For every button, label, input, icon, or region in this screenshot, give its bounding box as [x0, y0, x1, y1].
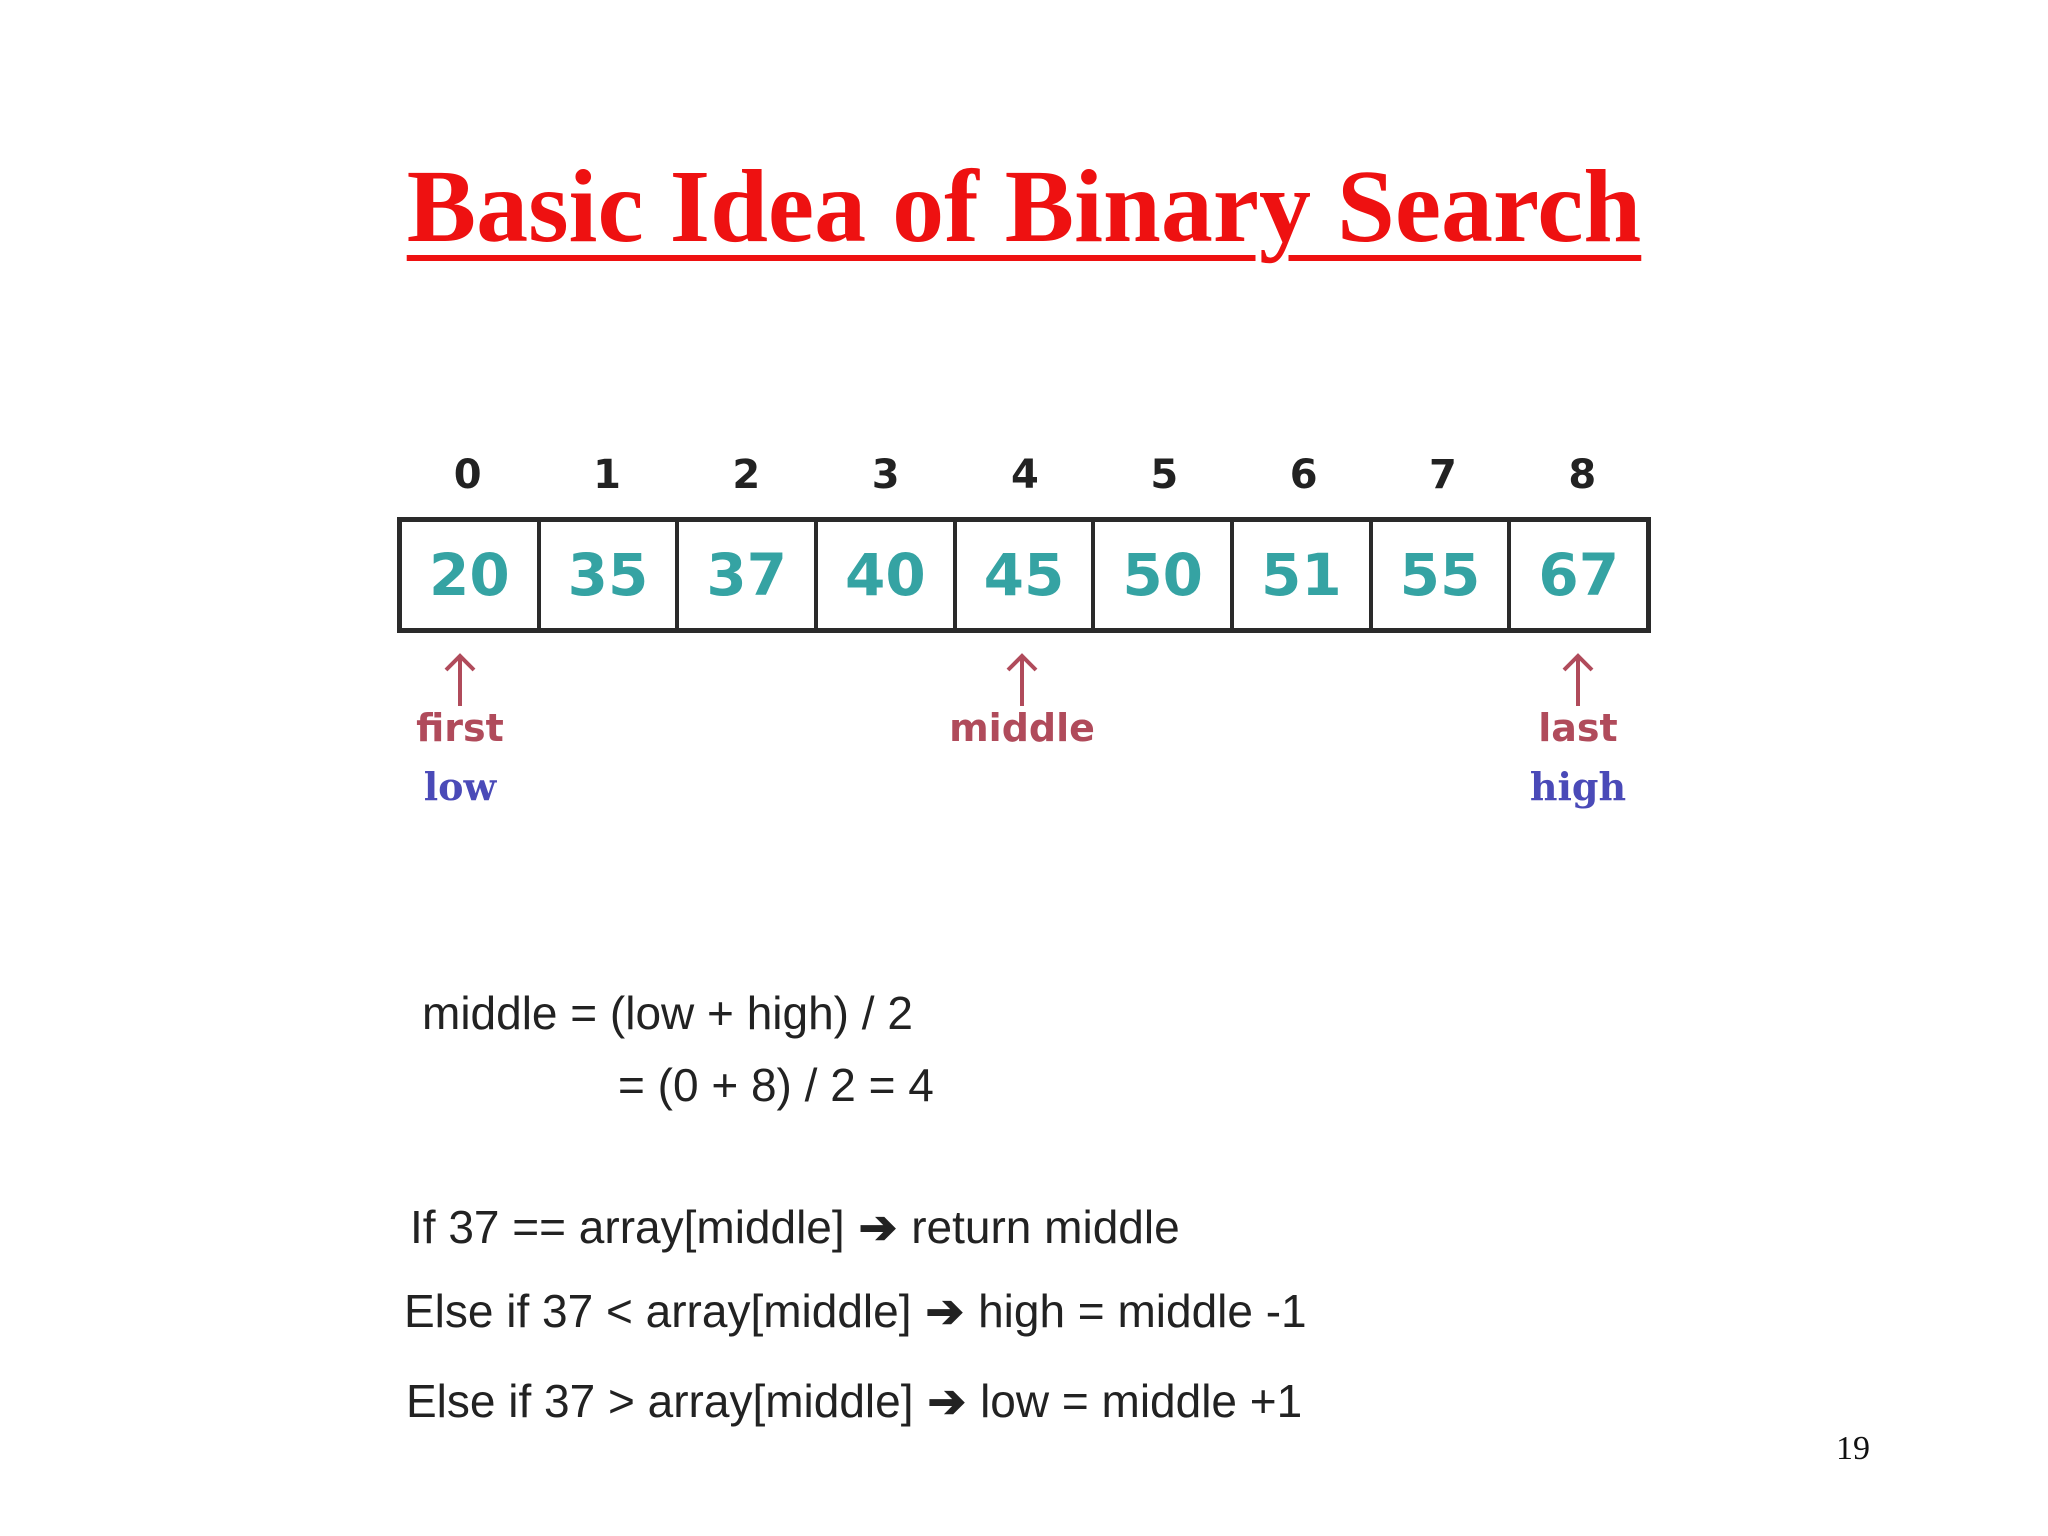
array-index: 0 — [453, 452, 482, 498]
rule-action: high = middle -1 — [978, 1285, 1307, 1337]
pointer-label-last: last — [1538, 706, 1618, 750]
pointer-label-middle: middle — [949, 706, 1095, 750]
pointer-sublabel-high: high — [1529, 763, 1627, 809]
array-cell: 40 — [818, 522, 957, 628]
rule-condition: If 37 == array[middle] — [410, 1201, 845, 1253]
array-index: 5 — [1150, 452, 1179, 498]
array-cell: 51 — [1234, 522, 1373, 628]
array-index: 3 — [871, 452, 900, 498]
array-boxes — [397, 517, 1651, 633]
slide-title: Basic Idea of Binary Search — [406, 149, 1642, 264]
array-cell: 67 — [1538, 541, 1620, 609]
right-arrow-icon: ➔ — [927, 1375, 967, 1427]
rule-action: return middle — [911, 1201, 1180, 1253]
array-index: 8 — [1568, 452, 1597, 498]
up-arrow-icon — [440, 652, 480, 708]
formula-line-1: middle = (low + high) / 2 — [422, 987, 913, 1039]
array-index: 6 — [1289, 452, 1318, 498]
array-cell: 50 — [1095, 522, 1234, 628]
formula-line-2: = (0 + 8) / 2 = 4 — [618, 1059, 934, 1111]
pointer-last — [1478, 652, 1678, 809]
right-arrow-icon: ➔ — [925, 1285, 965, 1337]
array-index: 1 — [593, 452, 621, 498]
up-arrow-icon — [1002, 652, 1042, 708]
rule-condition: Else if 37 > array[middle] — [406, 1375, 914, 1427]
pointer-first — [360, 652, 560, 809]
array-cell: 35 — [541, 522, 680, 628]
array-index: 7 — [1429, 452, 1457, 498]
up-arrow-icon — [1558, 652, 1598, 708]
array-cell: 45 — [957, 522, 1096, 628]
pointer-middle — [922, 652, 1122, 750]
rule-else-if-less — [404, 1284, 1307, 1338]
array-index: 4 — [1011, 452, 1039, 498]
right-arrow-icon: ➔ — [858, 1201, 898, 1253]
array-index: 2 — [732, 452, 761, 498]
array-cell: 55 — [1373, 522, 1512, 628]
pointer-label-first: first — [416, 706, 504, 750]
rule-condition: Else if 37 < array[middle] — [404, 1285, 912, 1337]
array-cell: 37 — [679, 522, 818, 628]
array-cell: 20 — [402, 522, 541, 628]
rule-else-if-greater — [406, 1374, 1302, 1428]
page-number: 19 — [1836, 1430, 1870, 1467]
pointer-sublabel-low: low — [423, 763, 497, 809]
rule-if-equal — [410, 1200, 1180, 1254]
rule-action: low = middle +1 — [980, 1375, 1303, 1427]
array-indices — [398, 452, 1652, 502]
